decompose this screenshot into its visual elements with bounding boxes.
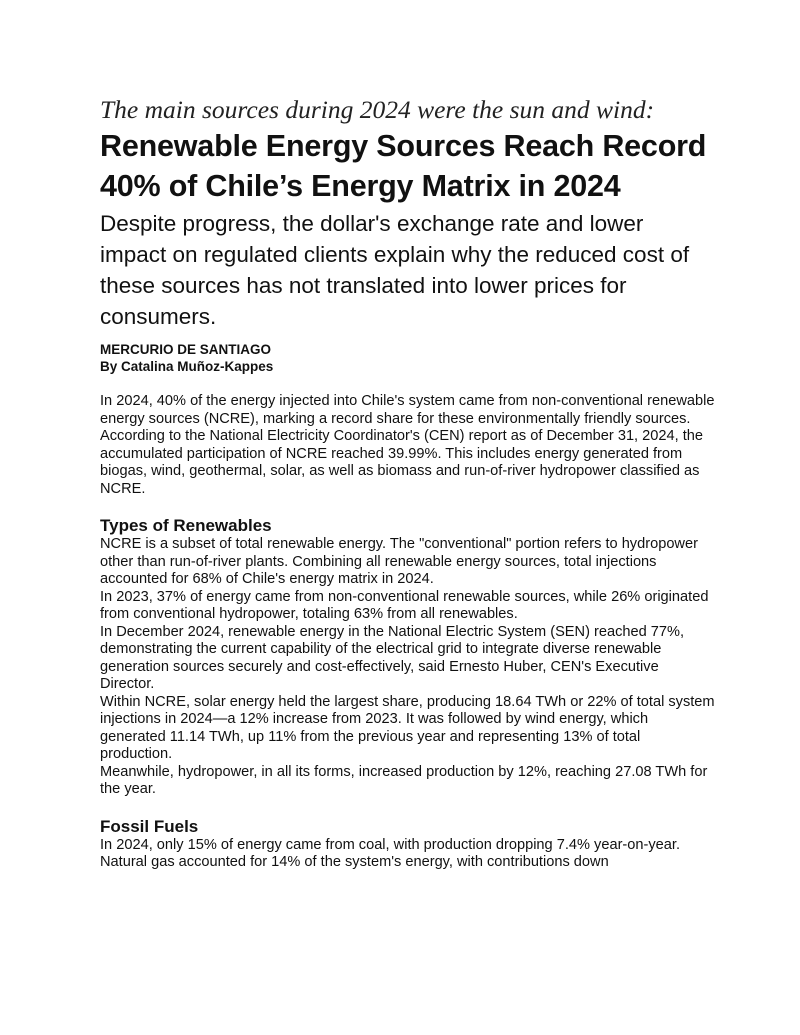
section-heading: Fossil Fuels <box>100 816 199 836</box>
section-heading: Types of Renewables <box>100 516 272 535</box>
paragraph: In 2024, 40% of the energy injected into Chile's system came from non-conventional renewable energy sources (NCRE), marking a record share for these environmentally friendly sources. <box>100 393 715 427</box>
article-body <box>100 393 715 872</box>
author: By Catalina Muñoz-Kappes <box>100 359 274 374</box>
paragraph: In December 2024, renewable energy in the National Electric System (SEN) reached 77%, demonstrating the current capability of the electrical grid to integrate diverse renewable generation sources securely and cost-effectively, said Ernesto Huber, CEN's Executive Director. <box>100 623 685 692</box>
headline: Renewable Energy Sources Reach Record 40% of Chile’s Energy Matrix in 2024 <box>100 129 707 203</box>
paragraph: NCRE is a subset of total renewable energy. The "conventional" portion refers to hydropower other than run-of-river plants. Combining all renewable energy sources, total injections accounted for 68% of Chile's energy matrix in 2024. <box>100 536 698 587</box>
paragraph: In 2023, 37% of energy came from non-conventional renewable sources, while 26% originated from conventional hydropower, totaling 63% from all renewables. <box>100 588 709 622</box>
byline <box>100 341 715 375</box>
article <box>100 95 715 872</box>
paragraph: Within NCRE, solar energy held the largest share, producing 18.64 TWh or 22% of total system injections in 2024—a 12% increase from 2023. It was followed by wind energy, which generated 11.14 TWh, up 11% from the previous year and representing 13% of total production. <box>100 693 715 762</box>
kicker: The main sources during 2024 were the sun and wind: <box>100 95 655 124</box>
publication-source: MERCURIO DE SANTIAGO <box>100 342 272 357</box>
paragraph: According to the National Electricity Coordinator's (CEN) report as of December 31, 2024, the accumulated participation of NCRE reached 39.99%. This includes energy generated from biogas, wind, geothermal, solar, as well as biomass and run-of-river hydropower classified as NCRE. <box>100 428 704 497</box>
deck: Despite progress, the dollar's exchange rate and lower impact on regulated clients explain why the reduced cost of these sources has not translated into lower prices for consumers. <box>100 211 690 329</box>
paragraph: Meanwhile, hydropower, in all its forms, increased production by 12%, reaching 27.08 TWh for the year. <box>100 763 708 797</box>
paragraph: In 2024, only 15% of energy came from coal, with production dropping 7.4% year-on-year. Natural gas accounted for 14% of the system's energy, with contributions down <box>100 836 681 870</box>
